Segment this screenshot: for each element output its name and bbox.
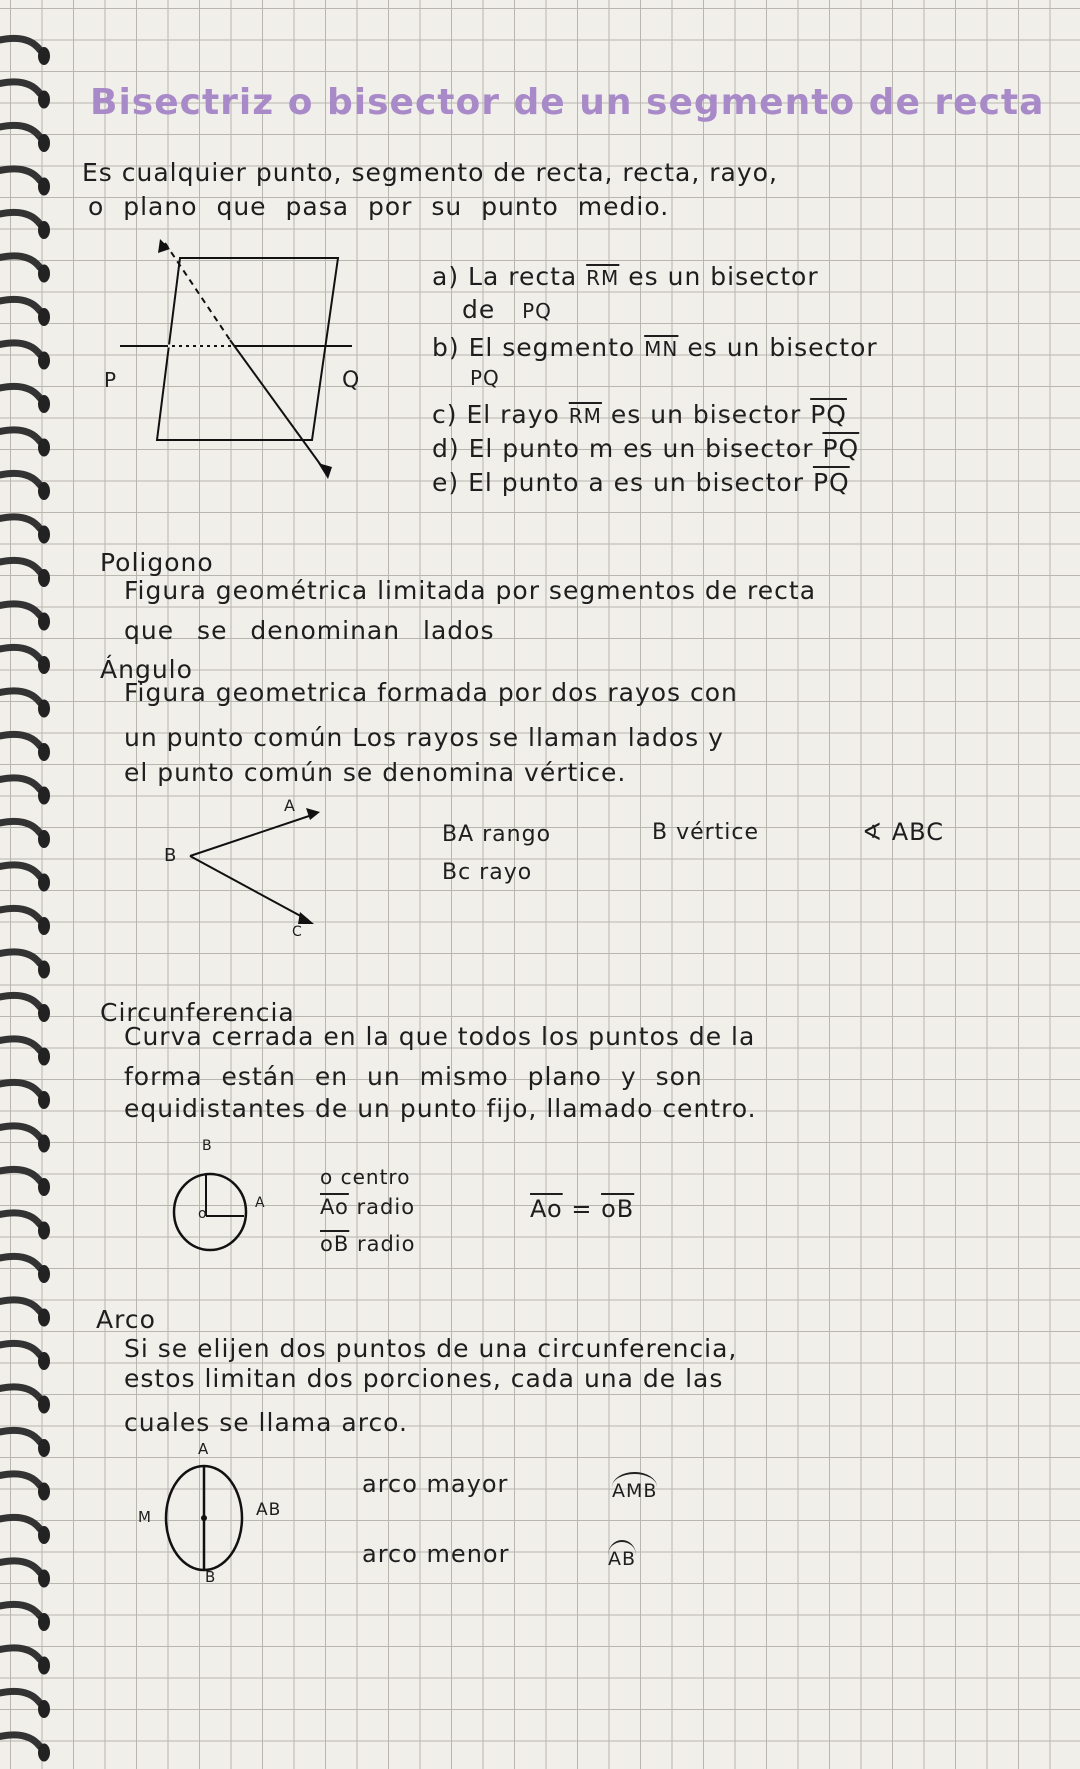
arc-label-m: M xyxy=(138,1508,152,1526)
circunferencia-heading: Circunferencia xyxy=(100,998,295,1027)
option-d-pq: $\overline{PQ}$ xyxy=(822,434,860,463)
arco-line3: cuales se llama arco. xyxy=(124,1408,408,1437)
circle-label-a: A xyxy=(255,1195,266,1211)
angle-bc: Bc rayo xyxy=(442,860,533,885)
angulo-line3: el punto común se denomina vértice. xyxy=(124,758,627,787)
circle-ao: $\overline{Ao}$ xyxy=(320,1195,349,1219)
bisector-def-line2: o plano que pasa por su punto medio. xyxy=(88,192,670,221)
page-title: Bisectriz o bisector de un segmento de recta xyxy=(90,82,1045,123)
option-a-suffix: es un bisector xyxy=(628,262,819,291)
poligono-heading: Poligono xyxy=(100,548,214,577)
angle-label-a: A xyxy=(284,796,296,815)
arco-mayor: arco mayor xyxy=(362,1470,509,1498)
bisector-def-line1: Es cualquier punto, segmento de recta, recta, rayo, xyxy=(82,158,778,187)
arco-menor-symbol: AB xyxy=(608,1540,636,1570)
circle-label-o: o xyxy=(198,1206,208,1222)
poligono-line2: que se denominan lados xyxy=(124,616,495,645)
circle-label-b: B xyxy=(202,1138,213,1154)
spiral-binding xyxy=(0,0,60,1769)
option-c-suffix: es un bisector xyxy=(610,400,802,429)
arc-label-b: B xyxy=(205,1568,217,1586)
arco-mayor-symbol: AMB xyxy=(612,1472,657,1502)
option-e-pq: $\overline{PQ}$ xyxy=(812,468,850,497)
eq-sign: = xyxy=(571,1195,593,1223)
arc-label-ab: AB xyxy=(256,1500,282,1520)
arco-heading: Arco xyxy=(96,1305,156,1334)
angle-diagram xyxy=(180,800,330,940)
option-c-text: c) El rayo xyxy=(432,400,560,429)
bisector-diagram xyxy=(100,235,360,485)
option-a-symbol: $\overline{RM}$ xyxy=(586,266,620,290)
angulo-line2: un punto común Los rayos se llaman lados y xyxy=(124,723,724,752)
arco-menor: arco menor xyxy=(362,1540,510,1568)
circle-ao-radio: radio xyxy=(356,1195,416,1219)
angle-label-c: C xyxy=(292,924,303,940)
eq-right: $\overline{oB}$ xyxy=(601,1195,635,1223)
circunferencia-line3: equidistantes de un punto fijo, llamado centro. xyxy=(124,1094,757,1123)
angle-abc: ∢ ABC xyxy=(862,818,944,846)
circunferencia-line1: Curva cerrada en la que todos los puntos de la xyxy=(124,1022,756,1051)
option-a-de: de xyxy=(462,295,496,324)
circle-diagram xyxy=(170,1160,260,1260)
circle-centro: o centro xyxy=(320,1165,411,1189)
angle-label-b: B xyxy=(164,845,178,866)
circunferencia-line2: forma están en un mismo plano y son xyxy=(124,1062,703,1091)
option-b-symbol: $\overline{MN}$ xyxy=(644,337,679,361)
option-a-pq: PQ xyxy=(522,299,552,323)
arco-line1: Si se elijen dos puntos de una circunferencia, xyxy=(124,1334,738,1363)
label-q: Q xyxy=(342,368,361,393)
option-a-text: a) La recta xyxy=(432,262,578,291)
circle-ob: $\overline{oB}$ xyxy=(320,1232,350,1256)
angulo-line1: Figura geometrica formada por dos rayos con xyxy=(124,678,738,707)
option-b-text: b) El segmento xyxy=(432,333,636,362)
option-b-pq: PQ xyxy=(470,366,500,390)
option-c-pq: $\overline{PQ}$ xyxy=(810,400,847,429)
arc-label-a: A xyxy=(198,1440,210,1458)
circle-ob-radio: radio xyxy=(356,1232,416,1256)
eq-left: $\overline{Ao}$ xyxy=(530,1195,563,1223)
arco-line2: estos limitan dos porciones, cada una de las xyxy=(124,1364,724,1393)
angulo-heading: Ángulo xyxy=(100,655,193,684)
option-c-symbol: $\overline{RM}$ xyxy=(568,404,602,428)
angle-ba: BA rango xyxy=(442,822,552,847)
option-b-suffix: es un bisector xyxy=(687,333,878,362)
option-e-text: e) El punto a es un bisector xyxy=(432,468,804,497)
label-p: P xyxy=(104,368,118,392)
option-d-text: d) El punto m es un bisector xyxy=(432,434,814,463)
angle-vertex: B vértice xyxy=(652,820,760,845)
poligono-line1: Figura geométrica limitada por segmentos de recta xyxy=(124,576,817,605)
